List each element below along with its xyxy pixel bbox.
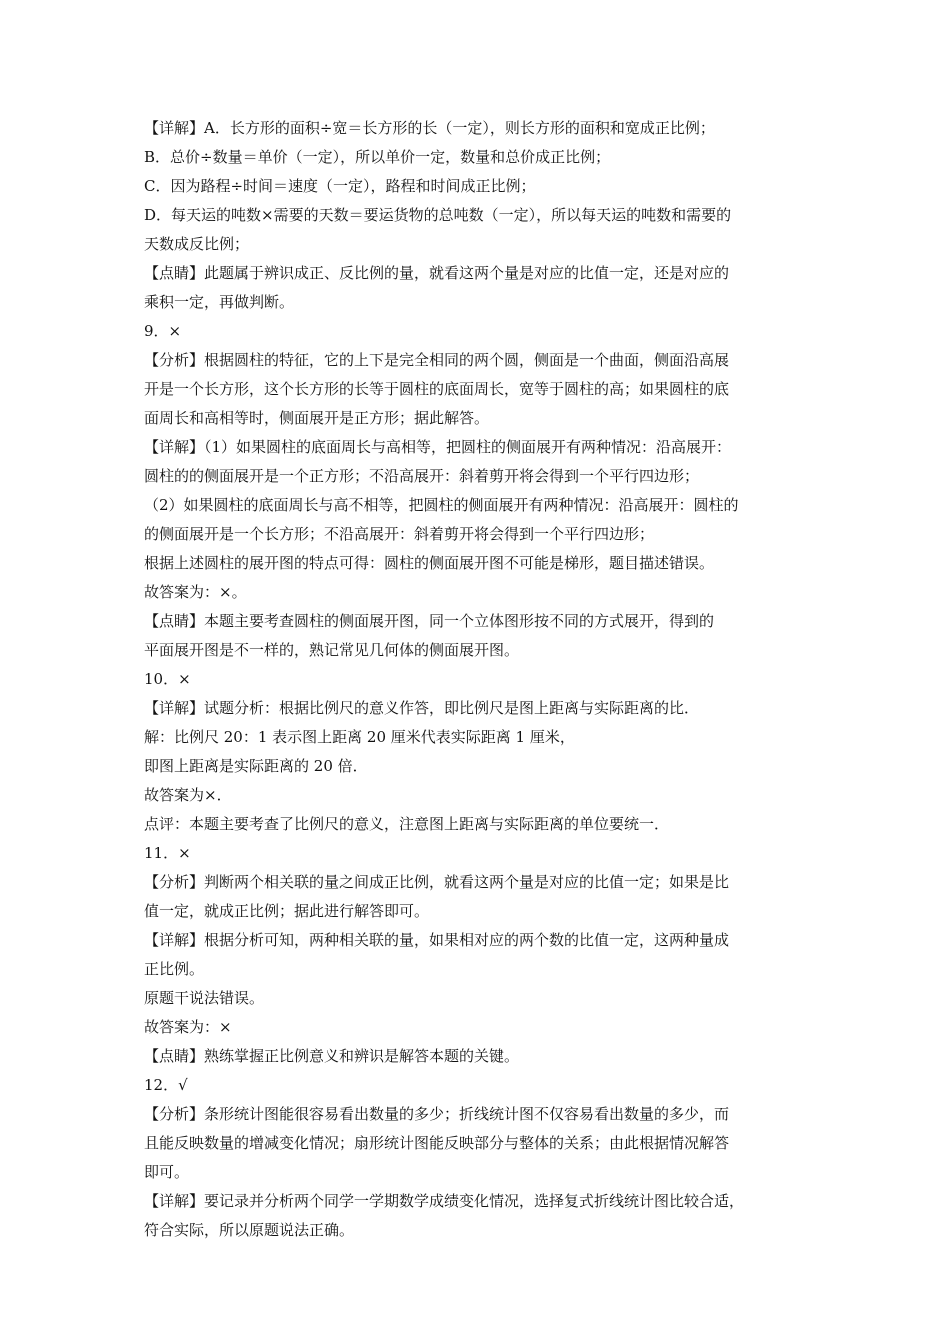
text-line: 故答案为：× [144, 1018, 232, 1036]
text-line: 面周长和高相等时，侧面展开是正方形；据此解答。 [144, 409, 490, 427]
text-line: 天数成反比例； [144, 235, 250, 253]
text-line: 符合实际，所以原题说法正确。 [144, 1221, 355, 1239]
text-line: 【点睛】熟练掌握正比例意义和辨识是解答本题的关键。 [144, 1047, 520, 1065]
text-line: C．因为路程÷时间＝速度（一定），路程和时间成正比例； [144, 177, 536, 195]
text-line: 【分析】根据圆柱的特征，它的上下是完全相同的两个圆，侧面是一个曲面，侧面沿高展 [144, 351, 730, 369]
text-line: 【详解】（1）如果圆柱的底面周长与高相等，把圆柱的侧面展开有两种情况：沿高展开： [144, 438, 732, 456]
document-body [144, 114, 810, 1245]
text-line: 【详解】根据分析可知，两种相关联的量，如果相对应的两个数的比值一定，这两种量成 [144, 931, 730, 949]
text-line: 故答案为×． [144, 786, 232, 804]
text-line: 故答案为：×。 [144, 583, 247, 601]
text-line: 根据上述圆柱的展开图的特点可得：圆柱的侧面展开图不可能是梯形，题目描述错误。 [144, 554, 715, 572]
question-number: 9．× [144, 322, 182, 340]
text-line: 值一定，就成正比例；据此进行解答即可。 [144, 902, 430, 920]
question-number: 11．× [144, 844, 191, 862]
text-line: B．总价÷数量＝单价（一定），所以单价一定，数量和总价成正比例； [144, 148, 611, 166]
text-line: 正比例。 [144, 960, 205, 978]
text-line: 原题干说法错误。 [144, 989, 265, 1007]
text-line: D．每天运的吨数×需要的天数＝要运货物的总吨数（一定），所以每天运的吨数和需要的 [144, 206, 732, 224]
question-number: 10．× [144, 670, 191, 688]
text-line: 【分析】判断两个相关联的量之间成正比例，就看这两个量是对应的比值一定；如果是比 [144, 873, 730, 891]
text-line: 平面展开图是不一样的，熟记常见几何体的侧面展开图。 [144, 641, 520, 659]
text-line: 即图上距离是实际距离的 20 倍． [144, 757, 368, 775]
text-line: 即可。 [144, 1163, 190, 1181]
text-line: 【分析】条形统计图能很容易看出数量的多少；折线统计图不仅容易看出数量的多少，而 [144, 1105, 730, 1123]
text-line: 圆柱的的侧面展开是一个正方形；不沿高展开：斜着剪开将会得到一个平行四边形； [144, 467, 700, 485]
text-line: 点评：本题主要考查了比例尺的意义，注意图上距离与实际距离的单位要统一． [144, 815, 670, 833]
text-line: 解：比例尺 20：1 表示图上距离 20 厘米代表实际距离 1 厘米， [144, 728, 575, 746]
text-line: 【详解】A．长方形的面积÷宽＝长方形的长（一定），则长方形的面积和宽成正比例； [144, 119, 715, 137]
text-line: 开是一个长方形，这个长方形的长等于圆柱的底面周长，宽等于圆柱的高；如果圆柱的底 [144, 380, 730, 398]
text-line: 【详解】要记录并分析两个同学一学期数学成绩变化情况，选择复式折线统计图比较合适， [144, 1192, 745, 1210]
text-line: 且能反映数量的增减变化情况；扇形统计图能反映部分与整体的关系；由此根据情况解答 [144, 1134, 730, 1152]
text-line: （2）如果圆柱的底面周长与高不相等，把圆柱的侧面展开有两种情况：沿高展开：圆柱的 [144, 496, 739, 514]
text-line: 乘积一定，再做判断。 [144, 293, 295, 311]
text-line: 【点睛】此题属于辨识成正、反比例的量，就看这两个量是对应的比值一定，还是对应的 [144, 264, 730, 282]
text-line: 【详解】试题分析：根据比例尺的意义作答，即比例尺是图上距离与实际距离的比． [144, 699, 700, 717]
text-line: 【点睛】本题主要考查圆柱的侧面展开图，同一个立体图形按不同的方式展开，得到的 [144, 612, 715, 630]
text-line: 的侧面展开是一个长方形；不沿高展开：斜着剪开将会得到一个平行四边形； [144, 525, 655, 543]
question-number: 12．√ [144, 1076, 188, 1094]
